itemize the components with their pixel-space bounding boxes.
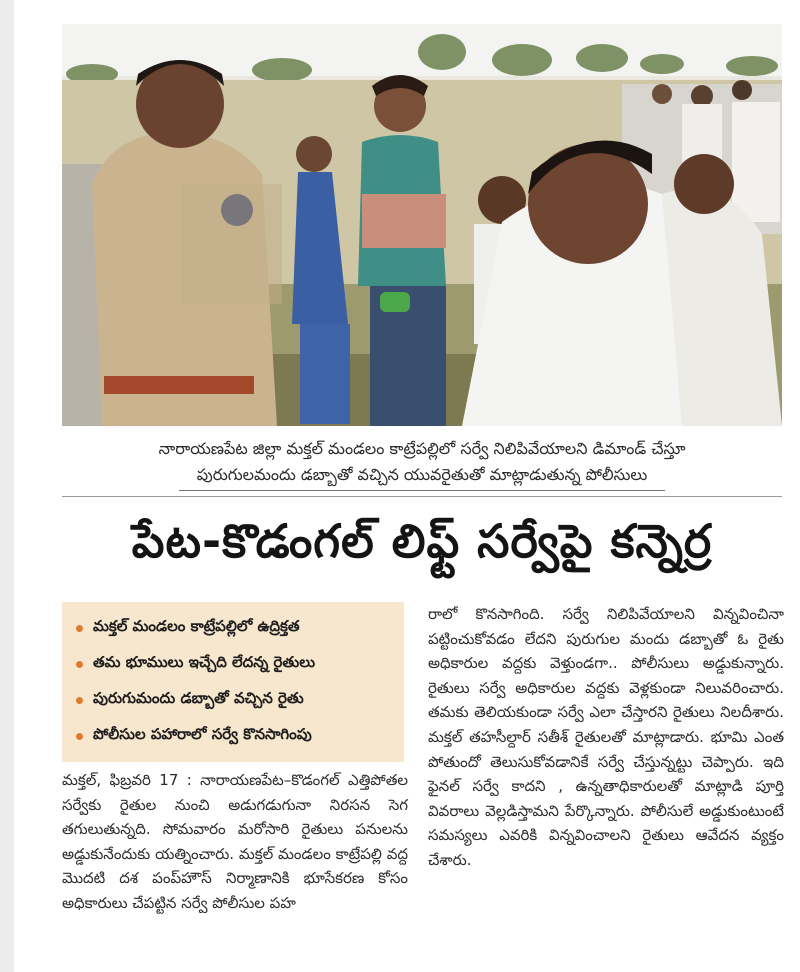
highlight-item — [76, 610, 394, 646]
article-body-left-column — [62, 768, 408, 916]
caption-line-2: పురుగులమందు డబ్బాతో వచ్చిన యువరైతుతో మాట్లాడుతున్న పోలీసులు — [179, 462, 666, 491]
bullet-icon — [76, 661, 83, 668]
news-photo — [62, 24, 782, 426]
article-body-right-column — [428, 602, 784, 873]
headline: పేట-కొడంగల్ లిఫ్ట్ సర్వేపై కన్నెర్ర — [131, 514, 713, 568]
highlight-text: మక్తల్ మండలం కాట్రేపల్లిలో ఉద్రిక్తత — [93, 617, 300, 635]
bullet-icon — [76, 625, 83, 632]
body-paragraph-right: రాలో కొనసాగింది. సర్వే నిలిపివేయాలని విన్నవించినా పట్టించుకోవడం లేదని పురుగుల మందు డబ్బాతో ఓ రైతు అధికారుల వద్దకు వెళ్తుండగా.. పోలీసులు అడ్డుకున్నారు. రైతులు సర్వే అధికారుల వద్దకు వెళ్లకుండా నిలువరించారు. తమకు తెలియకుండా సర్వే ఎలా చేస్తారని రైతులు నిలదీశారు. మక్తల్ తహసీల్దార్ సతీశ్ రైతులతో మాట్లాడారు. భూమి ఎంత పోతుందో తెలుసుకోవడానికే సర్వే చేస్తున్నట్టు చెప్పారు. ఇది ఫైనల్ సర్వే కాదని , ఉన్నతాధికారులతో మాట్లాడి పూర్తి వివరాలు వెల్లడిస్తామని పేర్కొన్నారు. పోలీసులే అడ్డుకుంటుంటే సమస్యలు ఎవరికి విన్నవించాలని రైతులు ఆవేదన వ్యక్తం చేశారు. — [428, 605, 784, 869]
bullet-icon — [76, 697, 83, 704]
highlight-text: తమ భూములు ఇచ్చేది లేదన్న రైతులు — [93, 653, 316, 671]
bullet-icon — [76, 733, 83, 740]
page-edge-strip — [0, 0, 14, 972]
body-paragraph-left: మక్తల్, ఫిబ్రవరి 17 : నారాయణపేట–కొడంగల్ ఎత్తిపోతల సర్వేకు రైతుల నుంచి అడుగడుగునా నిరసన సెగ తగులుతున్నది. సోమవారం మరోసారి రైతులు పనులను అడ్డుకునేందుకు యత్నించారు. మక్తల్ మండలం కాట్రేపల్లి వద్ద మొదటి దశ పంప్‌హౌస్ నిర్మాణానికి భూసేకరణ కోసం అధికారులు చేపట్టిన సర్వే పోలీసుల పహ — [62, 771, 408, 912]
highlight-item — [76, 718, 394, 754]
highlights-box — [62, 602, 404, 762]
caption-divider — [62, 496, 782, 497]
highlight-text: పురుగుమందు డబ్బాతో వచ్చిన రైతు — [93, 689, 304, 707]
highlight-item — [76, 682, 394, 718]
highlight-item — [76, 646, 394, 682]
highlight-text: పోలీసుల పహారాలో సర్వే కొనసాగింపు — [93, 725, 312, 743]
caption-line-1: నారాయణపేట జిల్లా మక్తల్ మండలం కాట్రేపల్లిలో సర్వే నిలిపివేయాలని డిమాండ్ చేస్తూ — [158, 439, 686, 458]
photo-caption — [62, 436, 782, 491]
